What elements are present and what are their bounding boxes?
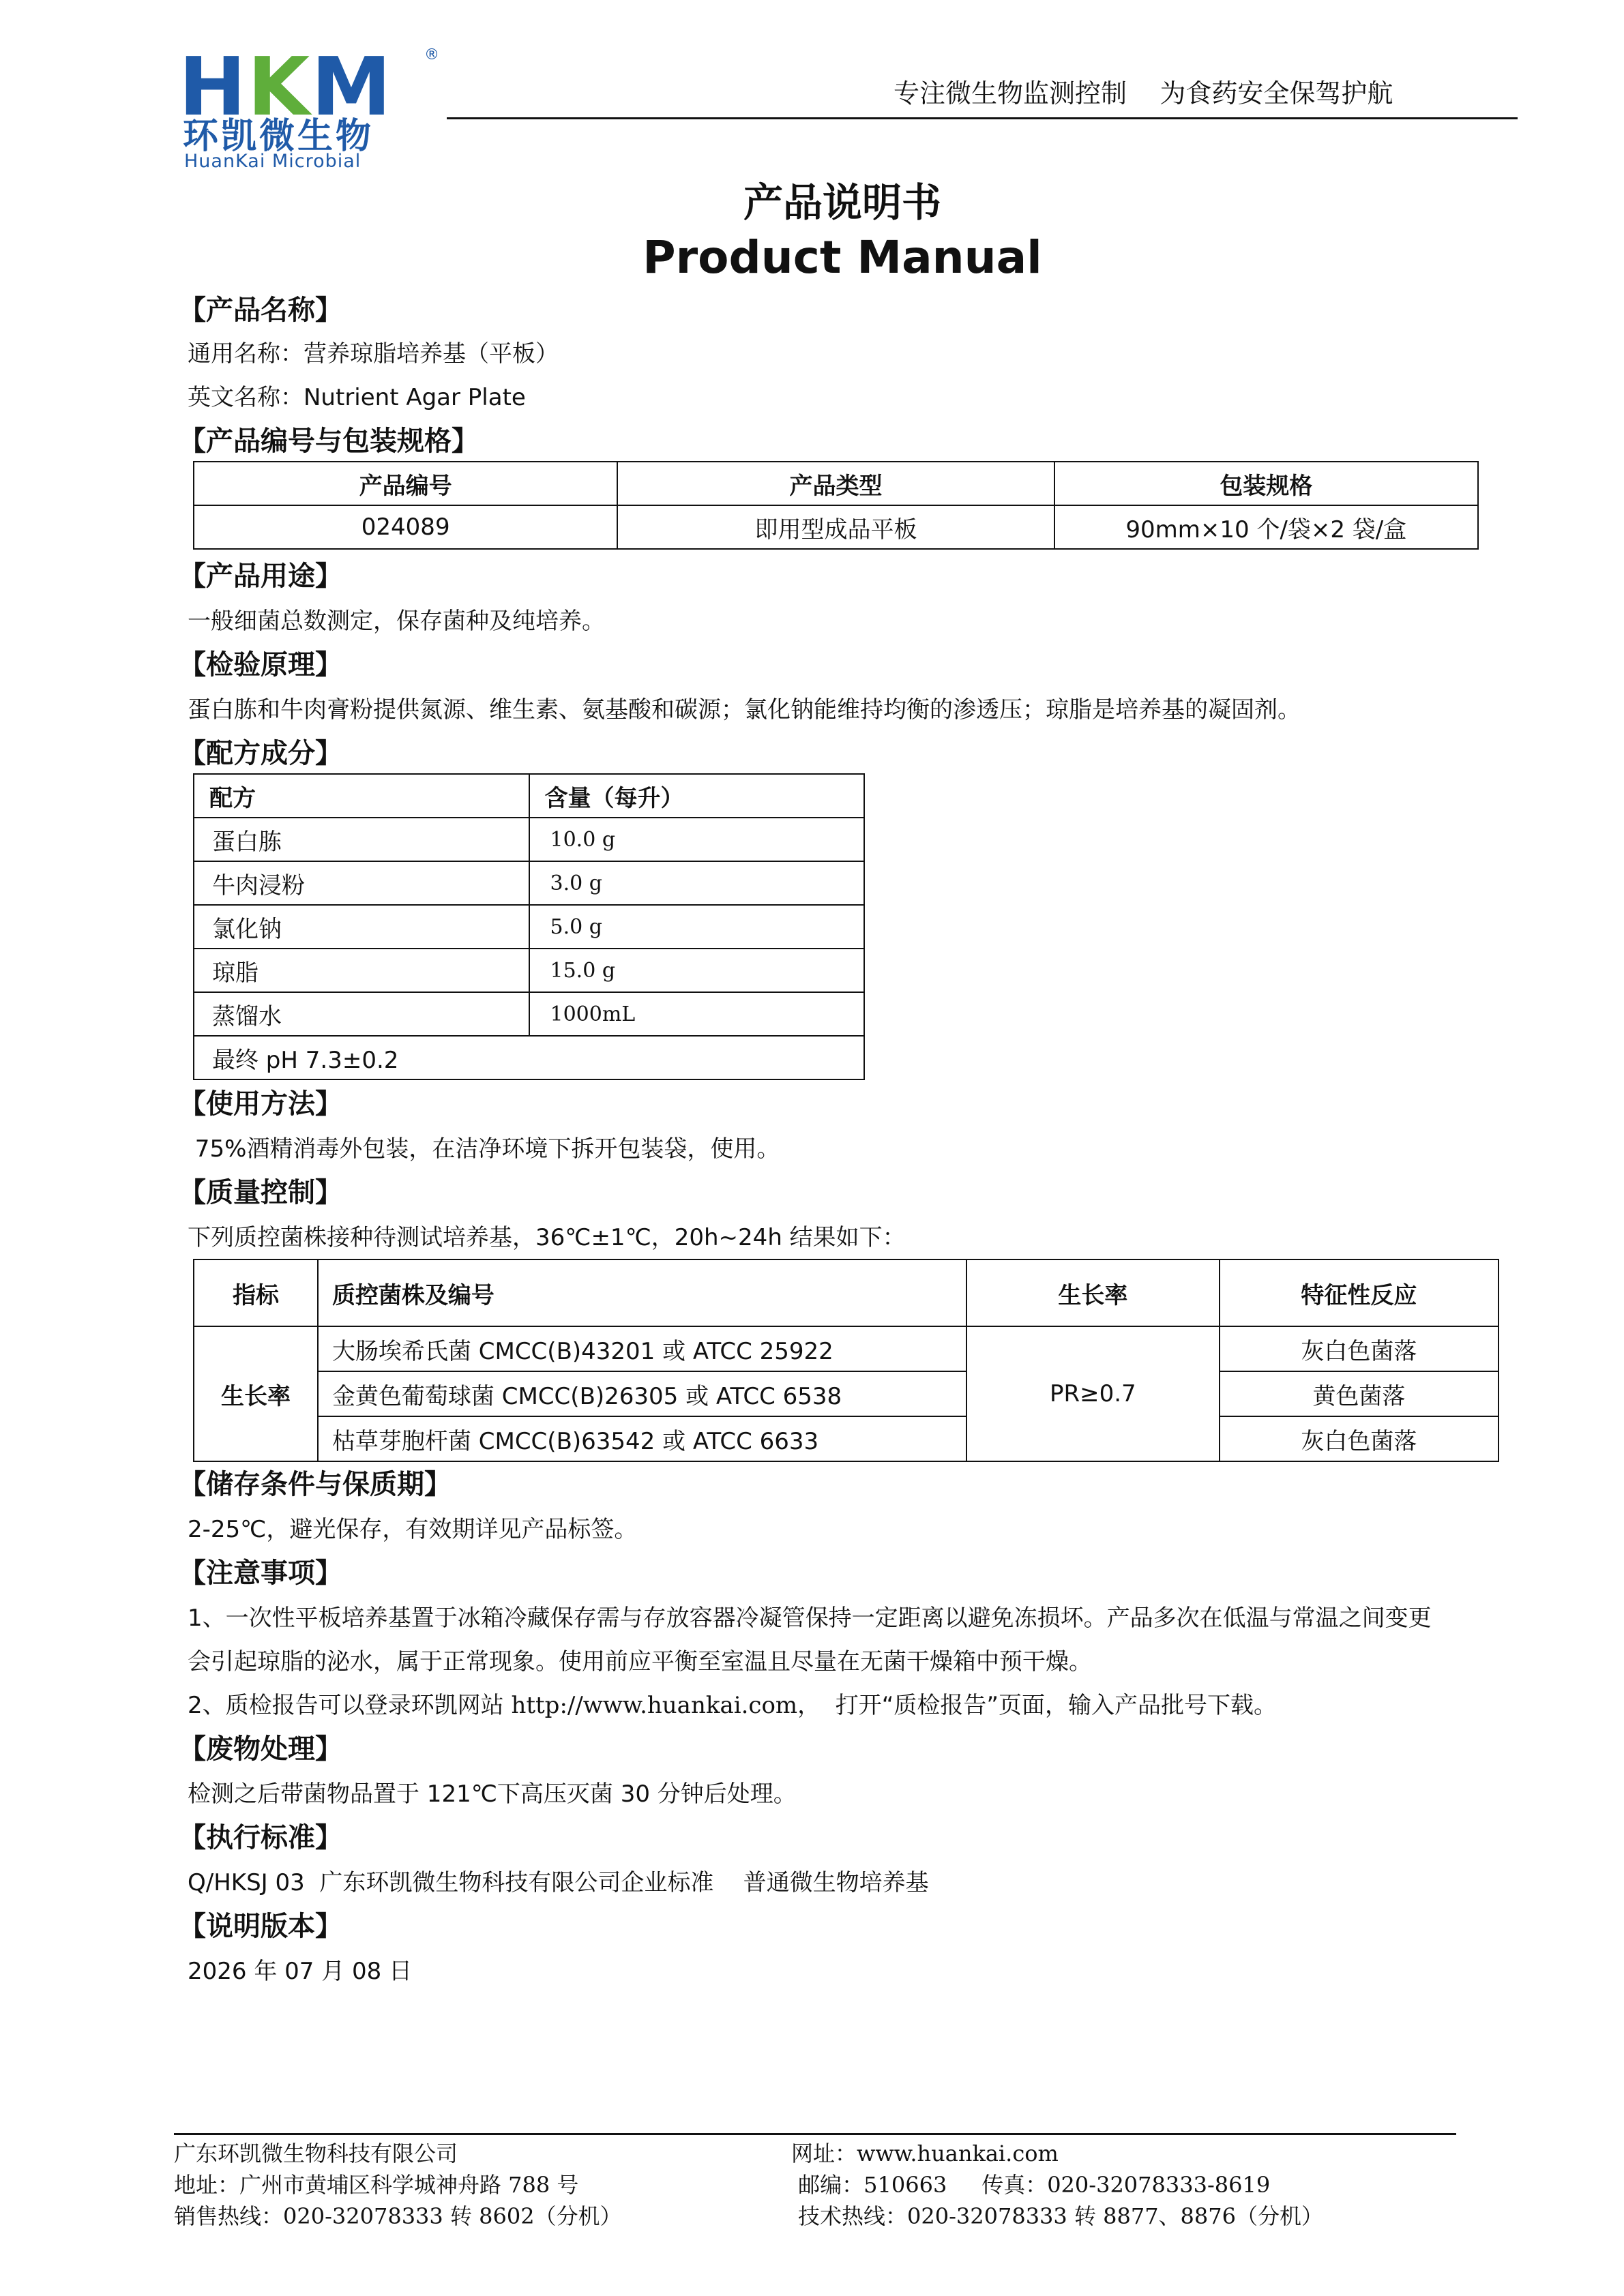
qc-growth-rate: PR≥0.7 — [966, 1326, 1220, 1461]
ingredient-name: 蒸馏水 — [194, 992, 529, 1036]
page-title-cn: 产品说明书 — [743, 179, 941, 226]
formula-table — [193, 773, 865, 1080]
qc-reaction: 灰白色菌落 — [1220, 1416, 1498, 1461]
ingredient-amount: 3.0 g — [529, 861, 865, 905]
table-row — [194, 992, 864, 1036]
section-heading-notes: 【注意事项】 — [179, 1557, 342, 1589]
ingredient-amount: 10.0 g — [529, 818, 865, 861]
method-text: 75%酒精消毒外包装，在洁净环境下拆开包装袋，使用。 — [188, 1135, 780, 1163]
footer-address: 地址：广州市黄埔区科学城神舟路 788 号 — [174, 2172, 579, 2198]
ingredient-name: 氯化钠 — [194, 905, 529, 949]
qc-table — [193, 1259, 1499, 1462]
disposal-text: 检测之后带菌物品置于 121℃下高压灭菌 30 分钟后处理。 — [188, 1780, 797, 1808]
section-heading-formula: 【配方成分】 — [179, 738, 342, 769]
notes-line-2: 会引起琼脂的泌水，属于正常现象。使用前应平衡至室温且尽量在无菌干燥箱中预干燥。 — [188, 1648, 1092, 1675]
logo-chinese-name: 环凯微生物 — [183, 116, 374, 157]
table-header-cell: 含量（每升） — [529, 774, 865, 818]
qc-reaction: 灰白色菌落 — [1220, 1326, 1498, 1371]
table-row — [194, 505, 1478, 549]
section-heading-version: 【说明版本】 — [179, 1911, 342, 1942]
principle-text: 蛋白胨和牛肉膏粉提供氮源、维生素、氨基酸和碳源；氯化钠能维持均衡的渗透压；琼脂是培养基的凝固剂。 — [188, 696, 1301, 724]
logo-letter-m: M — [311, 40, 393, 134]
table-row — [194, 1036, 864, 1079]
header-divider — [447, 117, 1518, 119]
page-title-en: Product Manual — [643, 231, 1042, 284]
notes-line-1: 1、一次性平板培养基置于冰箱冷藏保存需与存放容器冷凝管保持一定距离以避免冻损坏。产品多次在低温与常温之间变更 — [188, 1605, 1432, 1632]
section-heading-spec: 【产品编号与包装规格】 — [179, 426, 479, 457]
table-header-cell: 产品编号 — [194, 462, 617, 505]
footer-divider — [174, 2133, 1456, 2135]
ingredient-amount: 5.0 g — [529, 905, 865, 949]
table-row — [194, 905, 864, 949]
qc-strain: 金黄色葡萄球菌 CMCC(B)26305 或 ATCC 6538 — [318, 1371, 966, 1416]
spec-table — [193, 461, 1479, 550]
table-header-cell: 产品类型 — [617, 462, 1054, 505]
section-heading-qc: 【质量控制】 — [179, 1177, 342, 1208]
logo-wordmark — [179, 40, 393, 134]
storage-text: 2-25℃，避光保存，有效期详见产品标签。 — [188, 1516, 638, 1543]
section-heading-disposal: 【废物处理】 — [179, 1733, 342, 1765]
table-row — [194, 1371, 1498, 1416]
section-heading-storage: 【储存条件与保质期】 — [179, 1469, 452, 1500]
logo-letter-h: H — [179, 40, 248, 134]
ingredient-amount: 15.0 g — [529, 949, 865, 992]
section-heading-standard: 【执行标准】 — [179, 1822, 342, 1853]
table-header-row — [194, 1259, 1498, 1326]
qc-reaction: 黄色菌落 — [1220, 1371, 1498, 1416]
final-ph: 最终 pH 7.3±0.2 — [194, 1036, 864, 1079]
table-header-cell: 配方 — [194, 774, 529, 818]
footer-website[interactable]: 网址：www.huankai.com — [791, 2141, 1059, 2166]
table-header-cell: 质控菌株及编号 — [318, 1259, 966, 1326]
common-name: 通用名称：营养琼脂培养基（平板） — [188, 340, 559, 368]
table-header-row — [194, 774, 864, 818]
ingredient-name: 蛋白胨 — [194, 818, 529, 861]
registered-mark: ® — [424, 46, 439, 63]
qc-strain: 枯草芽胞杆菌 CMCC(B)63542 或 ATCC 6633 — [318, 1416, 966, 1461]
version-date: 2026 年 07 月 08 日 — [188, 1958, 413, 1985]
section-heading-name: 【产品名称】 — [179, 295, 342, 326]
table-row — [194, 1416, 1498, 1461]
footer-tech-hotline: 技术热线：020-32078333 转 8877、8876（分机） — [798, 2203, 1323, 2229]
qc-indicator: 生长率 — [194, 1326, 318, 1461]
footer-postcode-fax: 邮编：510663 传真：020-32078333-8619 — [791, 2172, 1271, 2198]
notes-line-3-end: ， 打开“质检报告”页面，输入产品批号下载。 — [797, 1692, 1278, 1719]
qc-strain: 大肠埃希氏菌 CMCC(B)43201 或 ATCC 25922 — [318, 1326, 966, 1371]
logo-letter-k: K — [247, 40, 312, 134]
english-name: 英文名称：Nutrient Agar Plate — [188, 384, 526, 411]
table-header-cell: 包装规格 — [1054, 462, 1478, 505]
product-type: 即用型成品平板 — [617, 505, 1054, 549]
website-link[interactable]: http://www.huankai.com — [511, 1692, 798, 1719]
table-row — [194, 861, 864, 905]
notes-line-3 — [188, 1690, 1277, 1721]
header-slogan: 专注微生物监测控制 为食药安全保驾护航 — [894, 78, 1393, 108]
usage-text: 一般细菌总数测定，保存菌种及纯培养。 — [188, 608, 605, 635]
table-header-cell: 指标 — [194, 1259, 318, 1326]
ingredient-name: 牛肉浸粉 — [194, 861, 529, 905]
table-row — [194, 818, 864, 861]
ingredient-amount: 1000mL — [529, 992, 865, 1036]
logo-english-name: HuanKai Microbial — [184, 151, 361, 172]
package-spec: 90mm×10 个/袋×2 袋/盒 — [1054, 505, 1478, 549]
section-heading-method: 【使用方法】 — [179, 1088, 342, 1120]
product-code: 024089 — [194, 505, 617, 549]
table-header-row — [194, 462, 1478, 505]
qc-intro: 下列质控菌株接种待测试培养基，36℃±1℃，20h~24h 结果如下： — [188, 1224, 906, 1251]
footer-sales-hotline: 销售热线：020-32078333 转 8602（分机） — [174, 2203, 622, 2229]
section-heading-principle: 【检验原理】 — [179, 649, 342, 681]
table-row — [194, 949, 864, 992]
notes-line-3-start: 2、质检报告可以登录环凯网站 — [188, 1692, 512, 1719]
section-heading-usage: 【产品用途】 — [179, 561, 342, 592]
ingredient-name: 琼脂 — [194, 949, 529, 992]
footer-company: 广东环凯微生物科技有限公司 — [174, 2141, 458, 2166]
table-header-cell: 生长率 — [966, 1259, 1220, 1326]
table-header-cell: 特征性反应 — [1220, 1259, 1498, 1326]
table-row — [194, 1326, 1498, 1371]
standard-text: Q/HKSJ 03 广东环凯微生物科技有限公司企业标准 普通微生物培养基 — [188, 1869, 929, 1896]
